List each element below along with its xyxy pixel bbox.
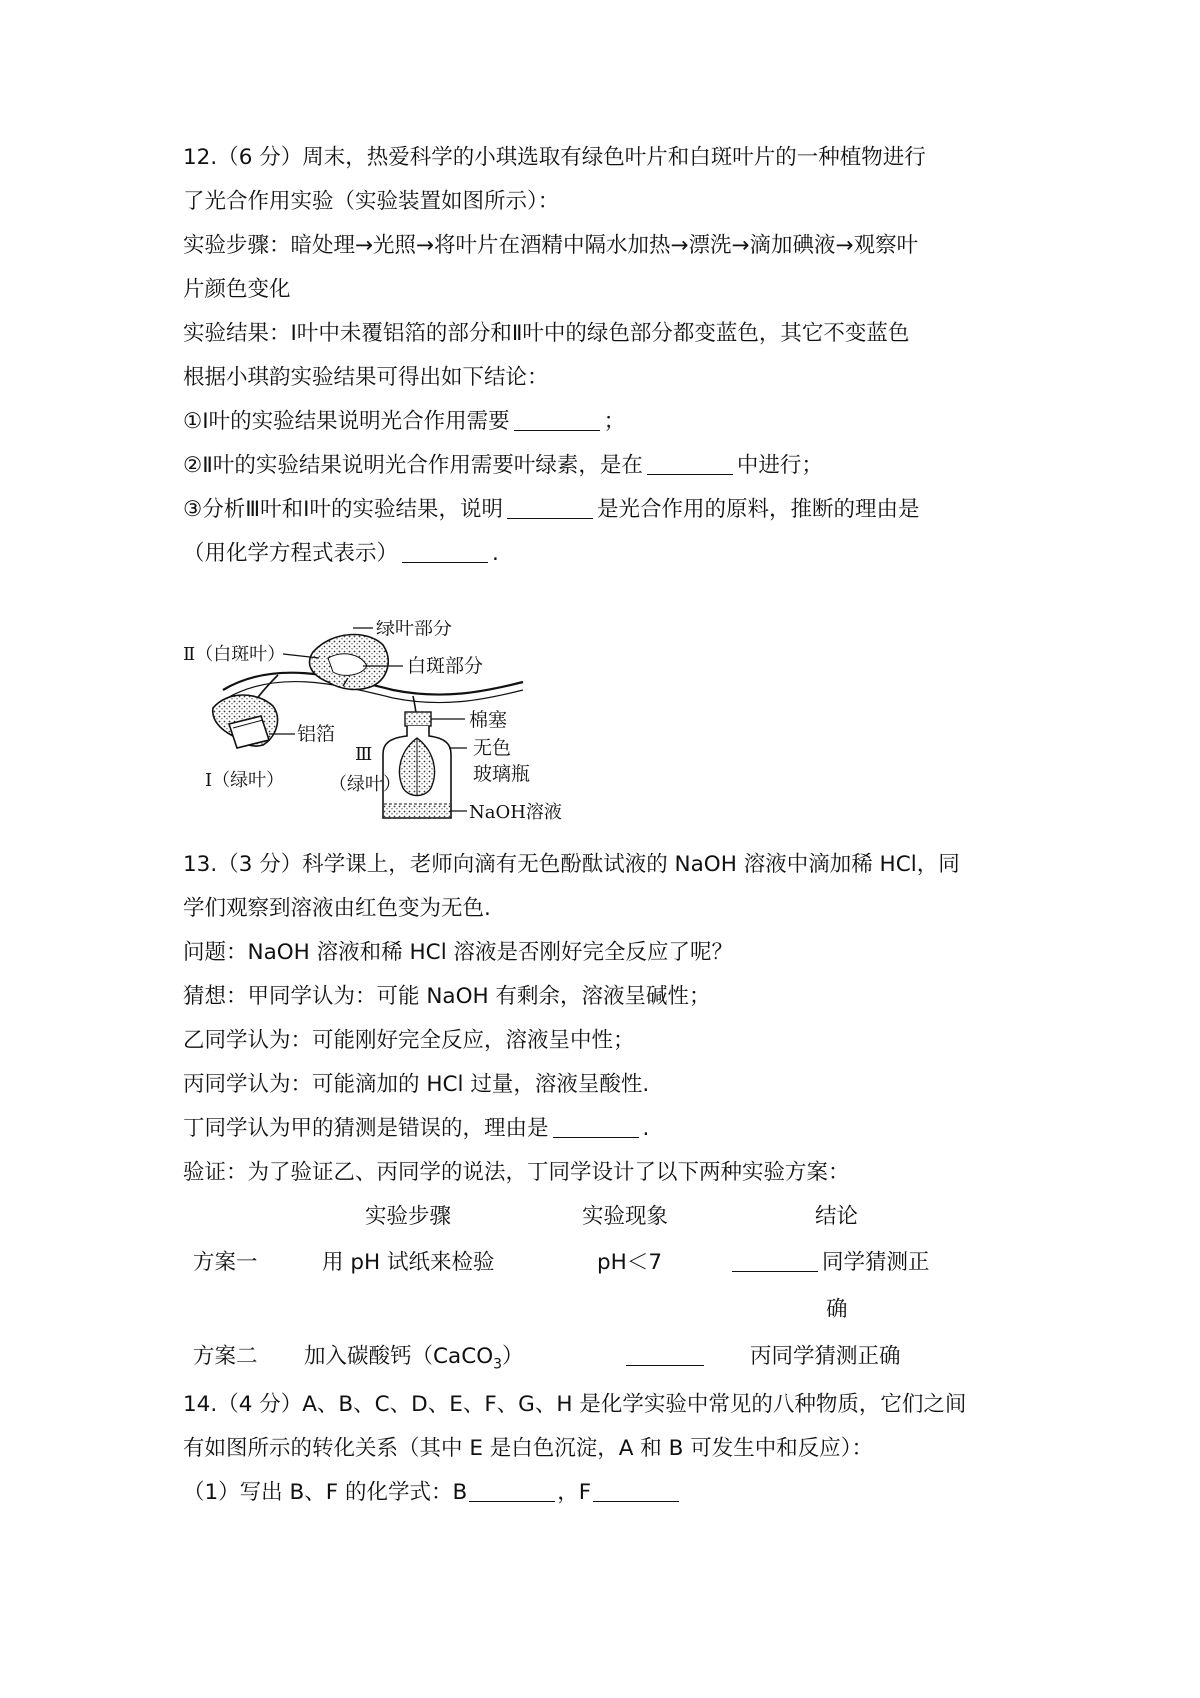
- q14-line-2: 有如图所示的转化关系（其中 E 是白色沉淀，A 和 B 可发生中和反应）：: [183, 1436, 873, 1461]
- answer-blank[interactable]: [469, 1479, 555, 1502]
- plan-2-step: [304, 1342, 524, 1379]
- q12-line-3: 实验步骤：暗处理→光照→将叶片在酒精中隔水加热→漂洗→滴加碘液→观察叶: [183, 233, 919, 258]
- q12-conclusion-3-end: 是光合作用的原料，推断的理由是: [596, 497, 920, 522]
- q12-conclusion-1-end: ；: [603, 409, 626, 434]
- answer-blank[interactable]: [626, 1343, 704, 1366]
- q12-conclusion-2-text: ②Ⅱ叶的实验结果说明光合作用需要叶绿素，是在: [183, 453, 643, 478]
- leaf-1-label: Ⅰ（绿叶）: [205, 770, 285, 791]
- cotton-plug-label: 棉塞: [469, 709, 508, 731]
- cotton-plug: [405, 712, 431, 726]
- q12-line-5: 实验结果：Ⅰ叶中未覆铝箔的部分和Ⅱ叶中的绿色部分都变蓝色，其它不变蓝色: [183, 321, 910, 346]
- q12-conclusion-3-text: ③分析Ⅲ叶和Ⅰ叶的实验结果，说明: [183, 497, 503, 522]
- plan-1-name: 方案一: [193, 1250, 258, 1275]
- glass-bottle-label: 玻璃瓶: [473, 763, 531, 785]
- q12-conclusion-2: [183, 451, 823, 481]
- q13-line-3: 问题：NaOH 溶液和稀 HCl 溶液是否刚好完全反应了呢？: [183, 940, 734, 965]
- q12-conclusion-3: [183, 495, 919, 525]
- q13-line-7-end: .: [642, 1116, 650, 1141]
- answer-blank[interactable]: [514, 408, 600, 431]
- table-header-phenomenon: 实验现象: [582, 1204, 669, 1229]
- photosynthesis-figure: [183, 620, 623, 830]
- naoh-solution-label: NaOH溶液: [469, 802, 562, 823]
- colorless-label: 无色: [473, 737, 512, 759]
- plan-2-step-text: 加入碳酸钙（CaCO: [304, 1344, 494, 1369]
- q12-conclusion-2-end: 中进行；: [736, 453, 823, 478]
- plan-2-step-end: ）: [502, 1344, 524, 1369]
- naoh-solution: [384, 805, 450, 817]
- plan-1-conclusion-wrap: 确: [826, 1297, 848, 1322]
- leaf-3-number: Ⅲ: [355, 744, 373, 765]
- plan-2-name: 方案二: [193, 1344, 258, 1369]
- q13-line-7-text: 丁同学认为甲的猜测是错误的，理由是: [183, 1116, 549, 1141]
- table-header-conclusion: 结论: [815, 1204, 859, 1229]
- q13-line-2: 学们观察到溶液由红色变为无色.: [183, 896, 491, 921]
- q12-line-6: 根据小琪韵实验结果可得出如下结论：: [183, 365, 549, 390]
- answer-blank[interactable]: [553, 1115, 639, 1138]
- q13-line-1: 13.（3 分）科学课上，老师向滴有无色酚酞试液的 NaOH 溶液中滴加稀 HCl，同: [183, 852, 960, 877]
- plan-1-conclusion: [732, 1248, 930, 1278]
- q14-line-3-text: （1）写出 B、F 的化学式：B: [183, 1480, 468, 1505]
- plan-1-phenomenon: pH＜7: [597, 1250, 662, 1275]
- plan-1-step: 用 pH 试纸来检验: [322, 1250, 495, 1275]
- q12-conclusion-4-text: （用化学方程式表示）: [183, 541, 399, 566]
- q12-conclusion-4: [183, 539, 499, 569]
- q13-line-4: 猜想：甲同学认为：可能 NaOH 有剩余，溶液呈碱性；: [183, 984, 711, 1009]
- white-part-label: 白斑部分: [407, 655, 484, 677]
- q14-line-3: [183, 1478, 681, 1508]
- answer-blank[interactable]: [507, 496, 593, 519]
- q12-line-4: 片颜色变化: [183, 277, 291, 302]
- q12-conclusion-1: [183, 407, 625, 437]
- q14-line-3-mid: ，F: [557, 1480, 592, 1505]
- plan-2-conclusion: 丙同学猜测正确: [750, 1344, 901, 1369]
- q13-line-8: 验证：为了验证乙、丙同学的说法，丁同学设计了以下两种实验方案：: [183, 1160, 850, 1185]
- plan-2-step-subscript: 3: [493, 1356, 503, 1373]
- foil-label: 铝箔: [297, 723, 336, 745]
- q12-line-1: 12.（6 分）周末，热爱科学的小琪选取有绿色叶片和白斑叶片的一种植物进行: [183, 145, 926, 170]
- plan-1-conclusion-text: 同学猜测正: [822, 1250, 930, 1275]
- q12-conclusion-1-text: ①Ⅰ叶的实验结果说明光合作用需要: [183, 409, 510, 434]
- leaf-3-label: （绿叶）: [329, 774, 401, 795]
- answer-blank[interactable]: [647, 452, 733, 475]
- q13-line-6: 丙同学认为：可能滴加的 HCl 过量，溶液呈酸性.: [183, 1072, 650, 1097]
- answer-blank[interactable]: [402, 540, 488, 563]
- answer-blank[interactable]: [732, 1249, 818, 1272]
- q13-line-7: [183, 1114, 649, 1144]
- q12-line-2: 了光合作用实验（实验装置如图所示）：: [183, 189, 560, 214]
- plan-2-phenomenon: [626, 1342, 704, 1372]
- q12-conclusion-4-end: .: [492, 541, 499, 566]
- answer-blank[interactable]: [593, 1479, 679, 1502]
- q14-line-1: 14.（4 分）A、B、C、D、E、F、G、H 是化学实验中常见的八种物质，它们之间: [183, 1392, 967, 1417]
- green-part-label: 绿叶部分: [376, 620, 453, 639]
- table-header-step: 实验步骤: [365, 1204, 452, 1229]
- q13-line-5: 乙同学认为：可能刚好完全反应，溶液呈中性；: [183, 1028, 635, 1053]
- leaf-2-label: Ⅱ（白斑叶）: [183, 644, 286, 665]
